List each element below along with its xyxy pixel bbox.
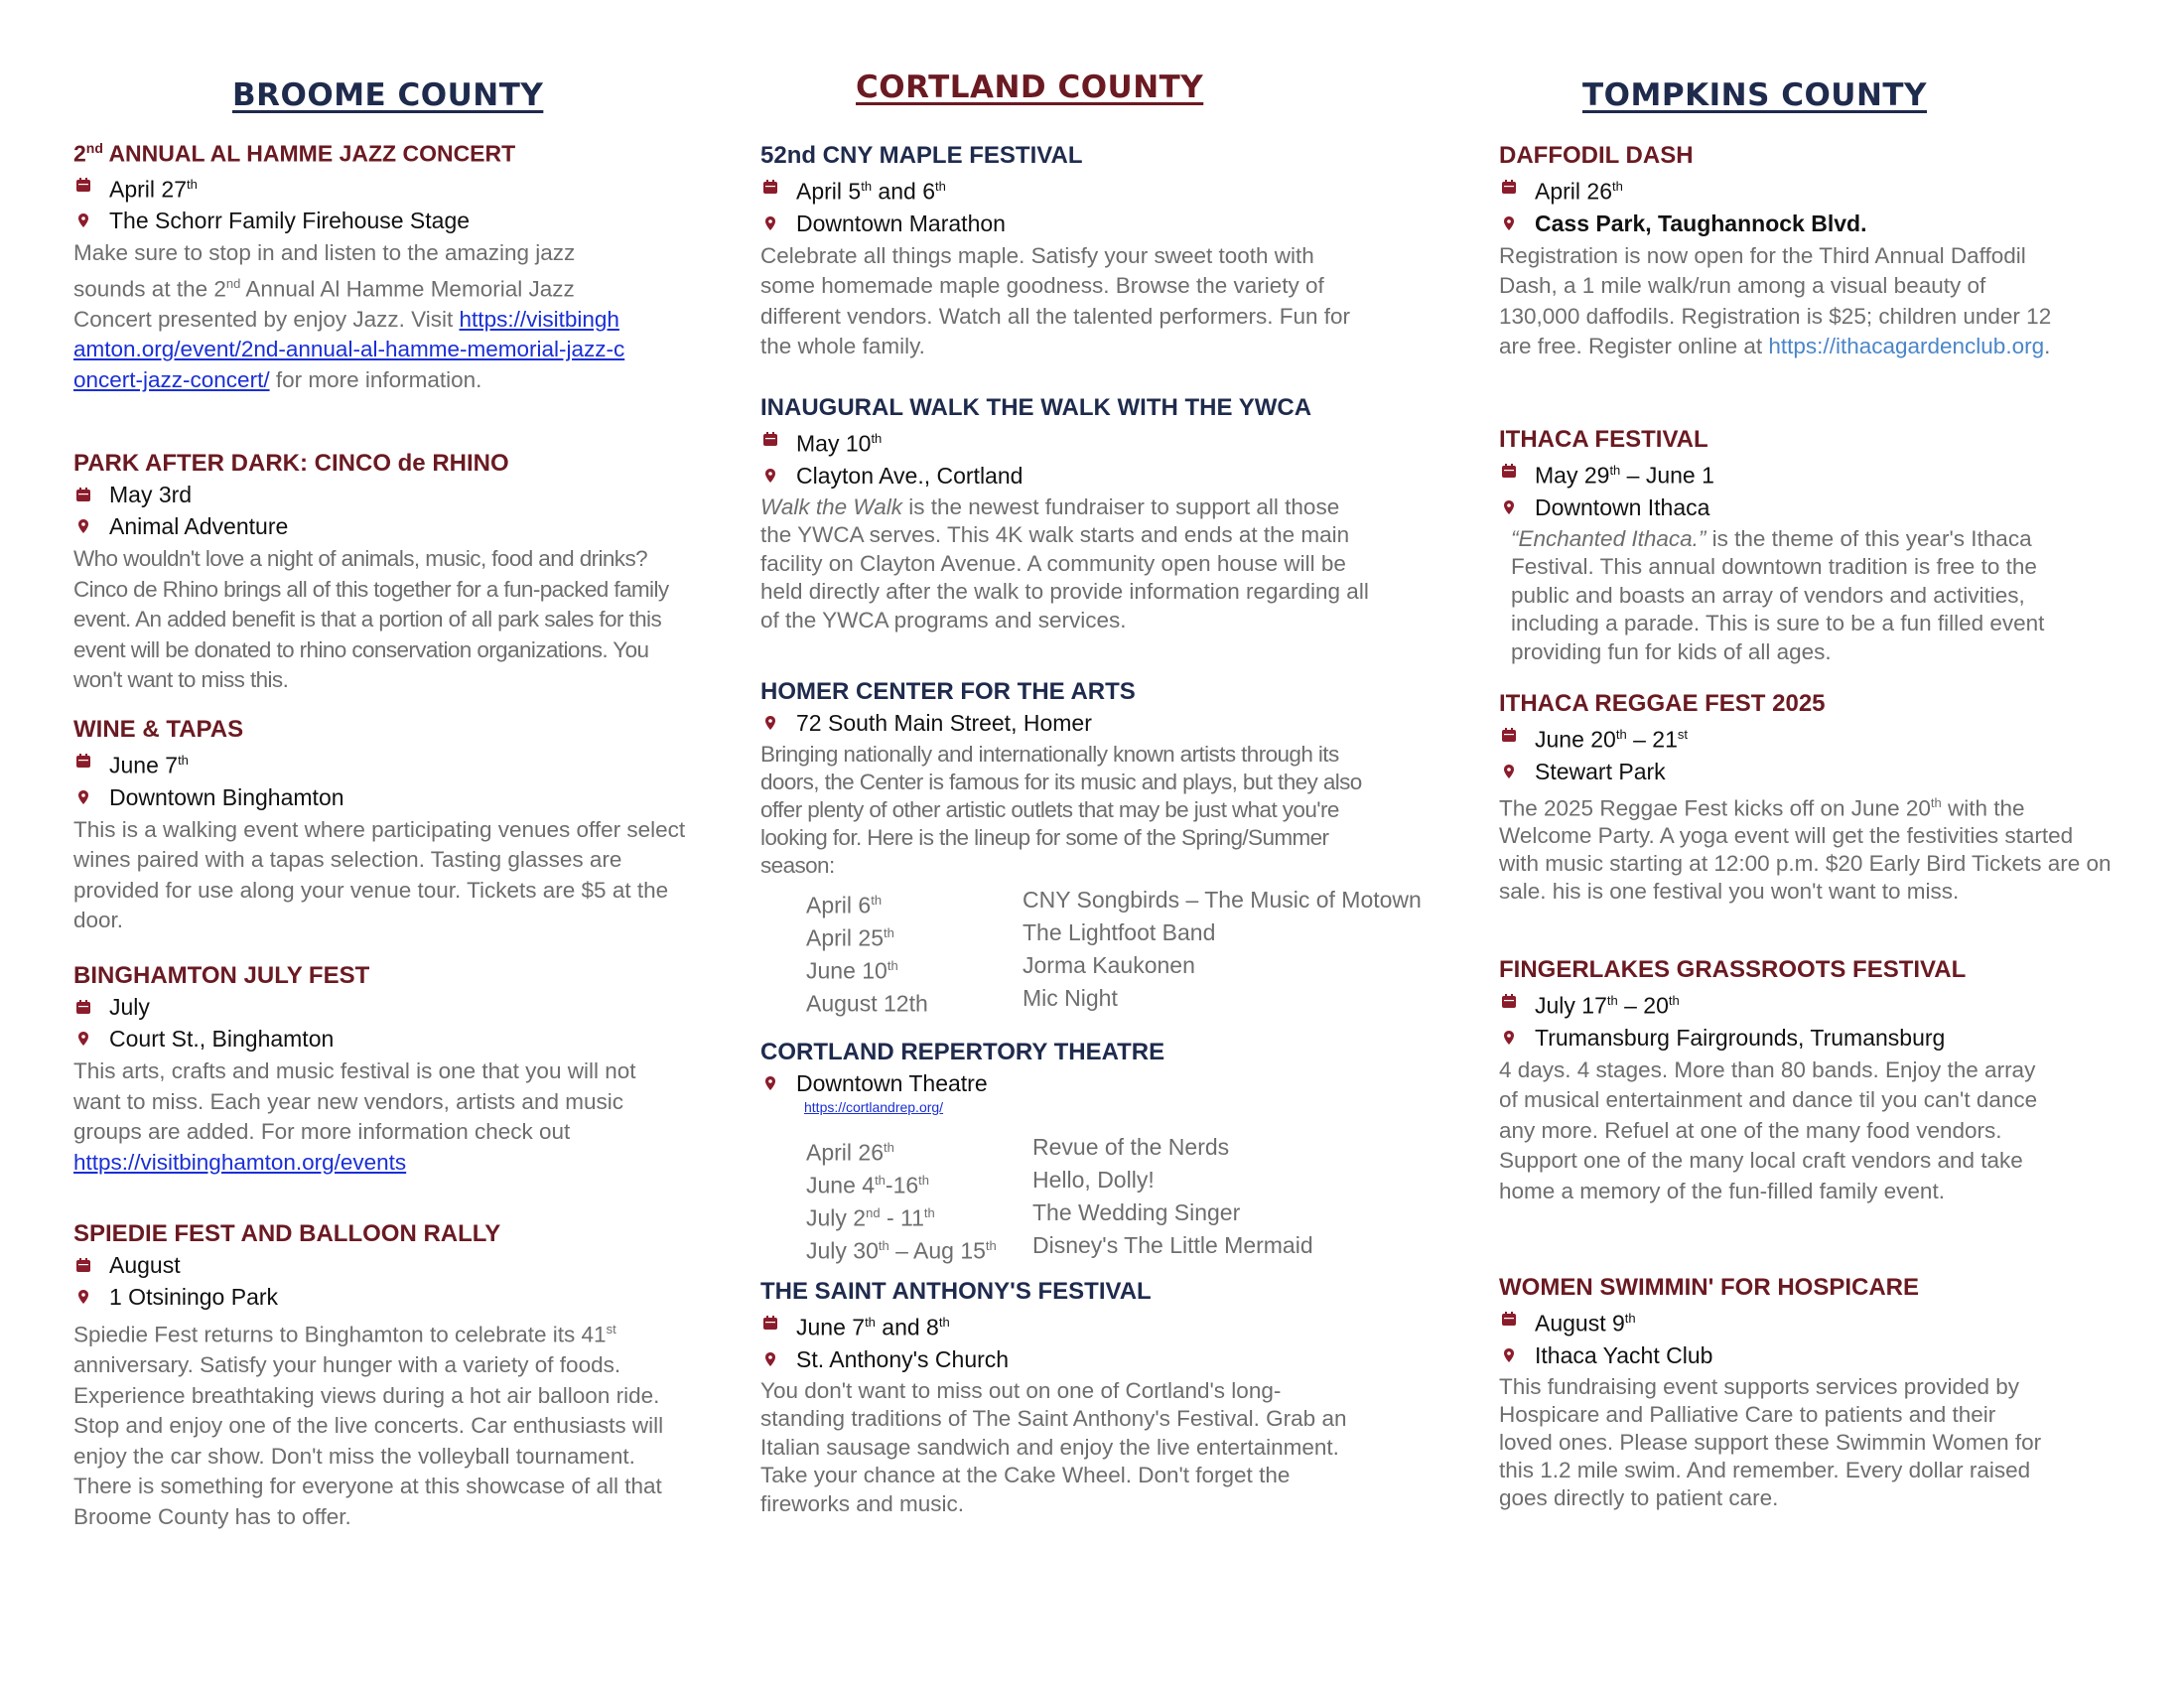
- show-date: July 2nd - 11th: [806, 1204, 935, 1231]
- lineup-list: [806, 884, 1441, 1023]
- lineup-date: August 12th: [806, 990, 928, 1017]
- calendar-icon: [75, 487, 91, 502]
- event-location: Downtown Theatre: [760, 1067, 1455, 1099]
- event-date: April 5th and 6th: [760, 171, 1455, 208]
- lineup-date: April 25th: [806, 924, 894, 951]
- event-date: June 7th and 8th: [760, 1307, 1455, 1343]
- map-pin-icon: [75, 518, 91, 534]
- event-link[interactable]: https://ithacagardenclub.org: [1768, 334, 2045, 359]
- event-title: FINGERLAKES GRASSROOTS FESTIVAL: [1499, 956, 1967, 983]
- show-title: Revue of the Nerds: [1032, 1134, 1230, 1160]
- county-title: TOMPKINS COUNTY: [1582, 77, 1928, 113]
- calendar-icon: [762, 1315, 778, 1331]
- lineup-act: CNY Songbirds – The Music of Motown: [1023, 887, 1422, 913]
- map-pin-icon: [1501, 1030, 1517, 1046]
- event-date: August 9th: [1499, 1303, 2134, 1339]
- event-location: Ithaca Yacht Club: [1499, 1339, 2134, 1371]
- event-location: Cass Park, Taughannock Blvd.: [1499, 208, 2134, 239]
- event-ithaca-festival: [1499, 425, 2134, 666]
- event-al-hamme-jazz: [73, 133, 709, 395]
- map-pin-icon: [75, 1031, 91, 1047]
- event-description: Make sure to stop in and listen to the amazing jazz sounds at the 2nd Annual Al Hamme Memorial Jazz Concert presented by enjoy Jazz. Visit https://visitbinghamton.org/event/2nd-annual-al-hamme-memorial-jazz-concert-jazz-concert/ for more information.: [73, 240, 625, 392]
- event-date: June 20th – 21st: [1499, 719, 2134, 756]
- calendar-icon: [75, 999, 91, 1015]
- event-link[interactable]: https://visitbinghamton.org/events: [73, 1149, 407, 1175]
- event-title: ITHACA REGGAE FEST 2025: [1499, 690, 1826, 717]
- map-pin-icon: [75, 212, 91, 228]
- event-title: THE SAINT ANTHONY'S FESTIVAL: [760, 1278, 1152, 1305]
- event-title: PARK AFTER DARK: CINCO de RHINO: [73, 450, 509, 477]
- county-title: CORTLAND COUNTY: [856, 70, 1204, 105]
- event-description: You don't want to miss out on one of Cortland's long-standing traditions of The Saint Anthony's Festival. Grab an Italian sausage sandwich and enjoy the live entertainment. Take your chance at the Cake Wheel. Don't forget the fireworks and music.: [760, 1377, 1347, 1516]
- event-link[interactable]: https://visitbinghamton.org/event/2nd-annual-al-hamme-memorial-jazz-concert-jazz-concert/: [73, 306, 625, 392]
- event-description: Registration is now open for the Third Annual Daffodil Dash, a 1 mile walk/run among a visual beauty of 130,000 daffodils. Registration is $25; children under 12 are free. Register online at https://ithacagardenclub.org.: [1499, 242, 2052, 359]
- show-title: Hello, Dolly!: [1032, 1167, 1155, 1193]
- event-date: May 29th – June 1: [1499, 455, 2134, 492]
- map-pin-icon: [762, 468, 778, 484]
- event-date: July: [73, 991, 709, 1023]
- event-description: Who wouldn't love a night of animals, music, food and drinks? Cinco de Rhino brings all of this together for a fun-packed family event. An added benefit is that a portion of all park sales for this event will be donated to rhino conservation organizations. You won't want to miss this.: [73, 546, 669, 692]
- event-location: 72 South Main Street, Homer: [760, 707, 1455, 739]
- event-title: ITHACA FESTIVAL: [1499, 426, 1708, 453]
- event-spiedie-fest: [73, 1219, 709, 1532]
- calendar-icon: [75, 1257, 91, 1273]
- event-location: Clayton Ave., Cortland: [760, 460, 1455, 492]
- show-date: July 30th – Aug 15th: [806, 1237, 997, 1264]
- event-wine-tapas: [73, 715, 709, 936]
- event-description: Walk the Walk is the newest fundraiser to support all those the YWCA serves. This 4K walk starts and ends at the main facility on Clayton Avenue. A community open house will be held directly after the walk to provide information regarding all of the YWCA programs and services.: [760, 493, 1369, 633]
- event-description: “Enchanted Ithaca.” is the theme of this year's Ithaca Festival. This annual downtown tradition is free to the public and boasts an array of vendors and activities, including a parade. This is sure to be a fun filled event providing fun for kids of all ages.: [1511, 525, 2045, 664]
- event-maple-festival: [760, 141, 1455, 362]
- event-location: Court St., Binghamton: [73, 1023, 709, 1055]
- event-location: Stewart Park: [1499, 756, 2134, 787]
- event-location: Downtown Binghamton: [73, 781, 709, 813]
- lineup-act: Mic Night: [1023, 985, 1118, 1011]
- lineup-act: The Lightfoot Band: [1023, 919, 1216, 945]
- event-title: DAFFODIL DASH: [1499, 142, 1694, 169]
- event-cinco-de-rhino: [73, 449, 709, 696]
- event-title: CORTLAND REPERTORY THEATRE: [760, 1039, 1165, 1065]
- map-pin-icon: [75, 789, 91, 805]
- event-date: May 10th: [760, 423, 1455, 460]
- event-date: April 26th: [1499, 171, 2134, 208]
- show-title: The Wedding Singer: [1032, 1199, 1241, 1225]
- map-pin-icon: [1501, 215, 1517, 231]
- show-list: [806, 1131, 1441, 1270]
- calendar-icon: [1501, 179, 1517, 195]
- calendar-icon: [1501, 1311, 1517, 1327]
- event-date: July 17th – 20th: [1499, 985, 2134, 1022]
- event-location: St. Anthony's Church: [760, 1343, 1455, 1375]
- event-description: Bringing nationally and internationally known artists through its doors, the Center is famous for its music and plays, but they also offer plenty of other artistic outlets that may be just what you're looking for. Here is the lineup for some of the Spring/Summer season:: [760, 742, 1362, 878]
- event-title: INAUGURAL WALK THE WALK WITH THE YWCA: [760, 394, 1312, 421]
- calendar-icon: [762, 431, 778, 447]
- event-description: 4 days. 4 stages. More than 80 bands. Enjoy the array of musical entertainment and dance til you can't dance any more. Refuel at one of the many food vendors. Support one of the many local craft vendors and take home a memory of the fun-filled family event.: [1499, 1056, 2038, 1203]
- calendar-icon: [1501, 463, 1517, 479]
- lineup-act: Jorma Kaukonen: [1023, 952, 1195, 978]
- event-location: Trumansburg Fairgrounds, Trumansburg: [1499, 1022, 2134, 1054]
- event-grassroots-festival: [1499, 955, 2134, 1206]
- map-pin-icon: [1501, 764, 1517, 779]
- event-title: BINGHAMTON JULY FEST: [73, 962, 370, 989]
- map-pin-icon: [762, 715, 778, 731]
- event-title: HOMER CENTER FOR THE ARTS: [760, 678, 1136, 705]
- event-title: WOMEN SWIMMIN' FOR HOSPICARE: [1499, 1274, 1920, 1301]
- map-pin-icon: [762, 1351, 778, 1367]
- event-title: 52nd CNY MAPLE FESTIVAL: [760, 142, 1083, 169]
- event-homer-center: [760, 677, 1455, 1017]
- calendar-icon: [762, 179, 778, 195]
- event-description: Spiedie Fest returns to Binghamton to celebrate its 41st anniversary. Satisfy your hunger with a variety of foods. Experience breathtaking views during a hot air balloon ride. Stop and enjoy one of the live concerts. Car enthusiasts will enjoy the car show. Don't miss the volleyball tournament. There is something for everyone at this showcase of all that Broome County has to offer.: [73, 1322, 664, 1529]
- event-reggae-fest: [1499, 689, 2134, 906]
- map-pin-icon: [75, 1289, 91, 1305]
- event-description: The 2025 Reggae Fest kicks off on June 20th with the Welcome Party. A yoga event will get the festivities started with music starting at 12:00 p.m. $20 Early Bird Tickets are on sale. his is one festival you won't want to miss.: [1499, 794, 2112, 905]
- show-date: April 26th: [806, 1139, 894, 1166]
- event-date: April 27th: [73, 169, 709, 206]
- lineup-date: April 6th: [806, 892, 883, 918]
- event-description: This is a walking event where participating venues offer select wines paired with a tapas selection. Tasting glasses are provided for use along your venue tour. Tickets are $5 at the door.: [73, 816, 686, 933]
- event-saint-anthony: [760, 1277, 1455, 1518]
- event-title: SPIEDIE FEST AND BALLOON RALLY: [73, 1220, 501, 1247]
- lineup-date: June 10th: [806, 957, 898, 984]
- event-date: June 7th: [73, 745, 709, 781]
- event-location: Downtown Ithaca: [1499, 492, 2134, 523]
- event-location: Downtown Marathon: [760, 208, 1455, 239]
- show-date: June 4th-16th: [806, 1172, 929, 1198]
- event-women-swimmin: [1499, 1273, 2134, 1512]
- event-description: This arts, crafts and music festival is one that you will not want to miss. Each year new vendors, artists and music groups are added. For more information check out https://visitbinghamton.org/events: [73, 1058, 636, 1175]
- calendar-icon: [75, 753, 91, 769]
- map-pin-icon: [1501, 1347, 1517, 1363]
- theatre-link[interactable]: https://cortlandrep.org/: [804, 1099, 944, 1115]
- county-title: BROOME COUNTY: [232, 77, 544, 113]
- event-location: The Schorr Family Firehouse Stage: [73, 205, 709, 236]
- event-date: August: [73, 1249, 709, 1281]
- calendar-icon: [1501, 993, 1517, 1009]
- calendar-icon: [75, 177, 91, 193]
- show-title: Disney's The Little Mermaid: [1032, 1232, 1313, 1258]
- event-date: May 3rd: [73, 479, 709, 510]
- map-pin-icon: [762, 1075, 778, 1091]
- map-pin-icon: [762, 215, 778, 231]
- event-cortland-rep: [760, 1038, 1455, 1264]
- event-walk-the-walk: [760, 393, 1455, 634]
- event-july-fest: [73, 961, 709, 1178]
- event-description: This fundraising event supports services provided by Hospicare and Palliative Care to patients and their loved ones. Please support these Swimmin Women for this 1.2 mile swim. And remember. Every dollar raised goes directly to patient care.: [1499, 1373, 2042, 1510]
- event-daffodil-dash: [1499, 141, 2134, 362]
- event-description: Celebrate all things maple. Satisfy your sweet tooth with some homemade maple goodness. Browse the variety of different vendors. Watch all the talented performers. Fun for the whole family.: [760, 242, 1351, 359]
- calendar-icon: [1501, 727, 1517, 743]
- event-location: 1 Otsiningo Park: [73, 1281, 709, 1313]
- map-pin-icon: [1501, 499, 1517, 515]
- event-location: Animal Adventure: [73, 510, 709, 542]
- event-title: 2nd ANNUAL AL HAMME JAZZ CONCERT: [73, 140, 516, 167]
- event-title: WINE & TAPAS: [73, 716, 244, 743]
